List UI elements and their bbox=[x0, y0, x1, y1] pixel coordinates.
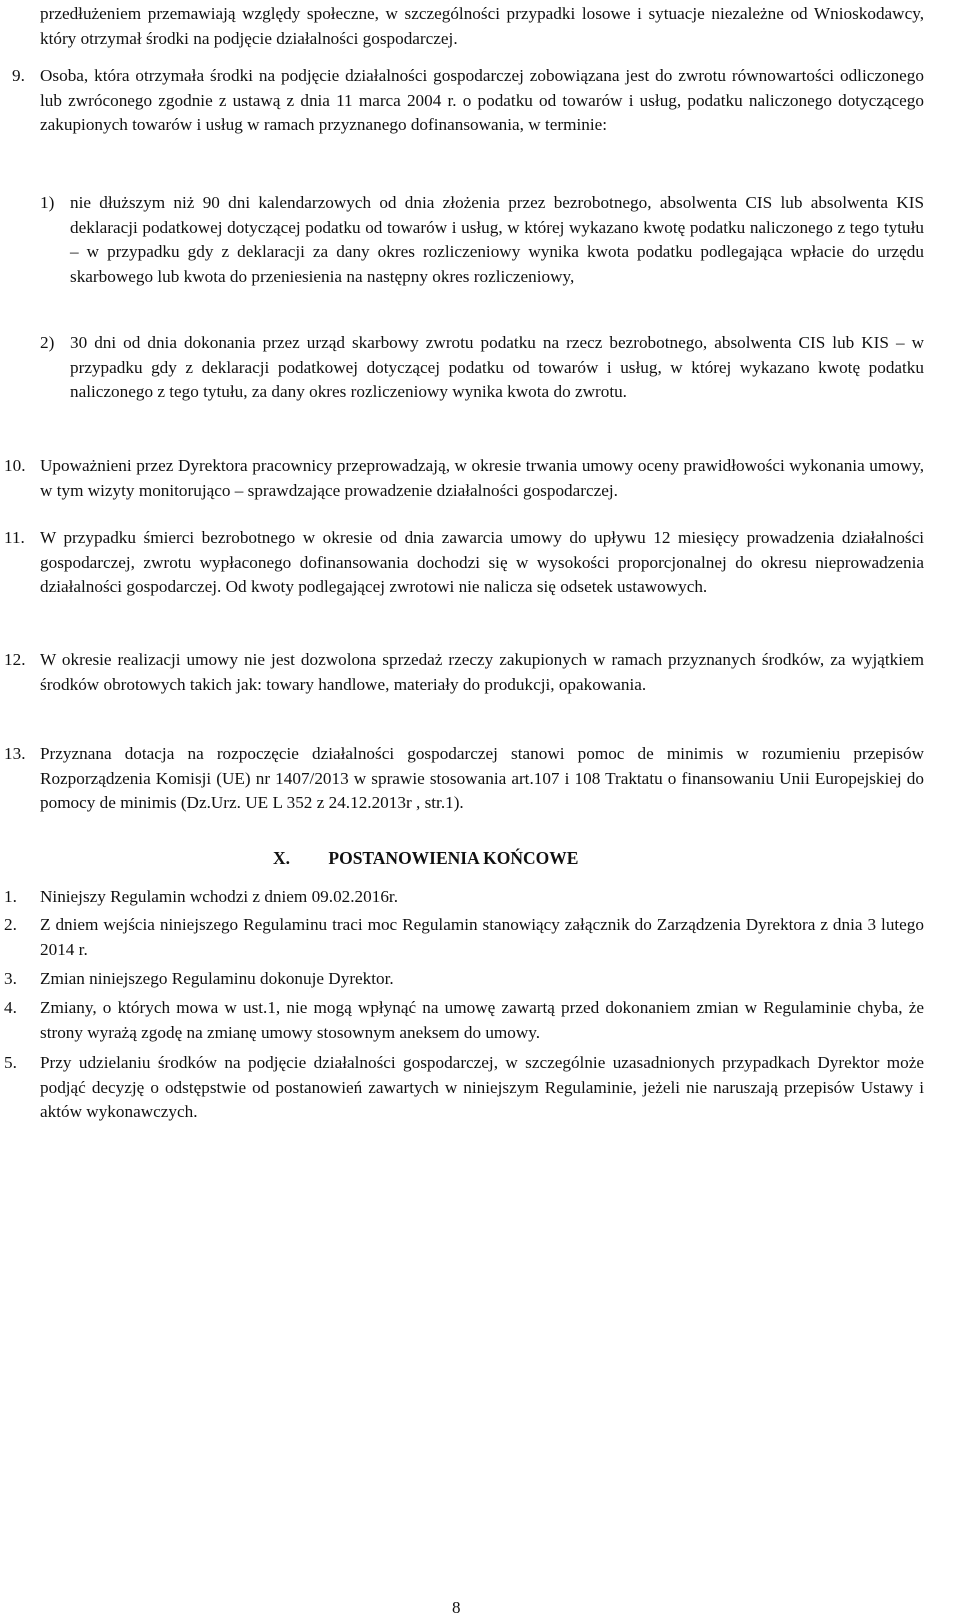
item-number: 5. bbox=[4, 1053, 17, 1072]
section-number: X. bbox=[273, 848, 291, 868]
final-list-item bbox=[4, 996, 924, 1045]
subitem-number: 1) bbox=[40, 193, 55, 212]
item-number: 2. bbox=[4, 915, 17, 934]
item-text: Przyznana dotacja na rozpoczęcie działalności gospodarczej stanowi pomoc de minimis w rozumieniu przepisów Rozporządzenia Komisji (UE) nr 1407/2013 w sprawie stosowania art.107 i 108 Traktatu o finansowaniu Unii Europejskiej do pomocy de minimis (Dz.Urz. UE L 352 z 24.12.2013r , str.1). bbox=[40, 744, 924, 812]
item-number: 11. bbox=[4, 528, 25, 547]
item-text: Z dniem wejścia niniejszego Regulaminu traci moc Regulamin stanowiący załącznik do Zarządzenia Dyrektora z dnia 3 lutego 2014 r. bbox=[40, 915, 924, 959]
sub-list-item bbox=[40, 331, 924, 405]
intro-paragraph bbox=[40, 2, 924, 51]
final-list-item bbox=[4, 1051, 924, 1125]
subitem-text: 30 dni od dnia dokonania przez urząd skarbowy zwrotu podatku na rzecz bezrobotnego, absolwenta CIS lub KIS – w przypadku gdy z deklaracji podatkowej dotyczącej podatku od towarów i usług, w której wykazano kwotę podatku naliczonego z tego tytułu, za dany okres rozliczeniowy wynika kwota do zwrotu. bbox=[70, 333, 924, 401]
list-item bbox=[4, 742, 924, 816]
final-list-item bbox=[4, 967, 924, 992]
list-item bbox=[4, 648, 924, 697]
page-number: 8 bbox=[452, 1598, 461, 1617]
subitem-number: 2) bbox=[40, 333, 55, 352]
section-heading bbox=[273, 846, 578, 871]
item-text: Niniejszy Regulamin wchodzi z dniem 09.02.2016r. bbox=[40, 887, 399, 906]
item-number: 1. bbox=[4, 887, 17, 906]
item-number: 4. bbox=[4, 998, 17, 1017]
section-title: POSTANOWIENIA KOŃCOWE bbox=[328, 848, 579, 868]
item-text: W przypadku śmierci bezrobotnego w okresie od dnia zawarcia umowy do upływu 12 miesięcy prowadzenia działalności gospodarczej, zwrotu wypłaconego dofinansowania dochodzi się w wysokości proporcjonalnej do okresu nieprowadzenia działalności gospodarczej. Od kwoty podlegającej zwrotowi nie nalicza się odsetek ustawowych. bbox=[40, 528, 924, 596]
list-item bbox=[4, 454, 924, 503]
item-text: W okresie realizacji umowy nie jest dozwolona sprzedaż rzeczy zakupionych w ramach przyznanych środków, za wyjątkiem środków obrotowych takich jak: towary handlowe, materiały do produkcji, opakowania. bbox=[40, 650, 924, 694]
item-text: Upoważnieni przez Dyrektora pracownicy przeprowadzają, w okresie trwania umowy oceny prawidłowości wykonania umowy, w tym wizyty monitorująco – sprawdzające prowadzenie działalności gospodarczej. bbox=[40, 456, 924, 500]
item-number: 10. bbox=[4, 456, 26, 475]
item-text: Zmiany, o których mowa w ust.1, nie mogą wpłynąć na umowę zawartą przed dokonaniem zmian w Regulaminie chyba, że strony wyrażą zgodę na zmianę umowy stosownym aneksem do umowy. bbox=[40, 998, 924, 1042]
item-number: 13. bbox=[4, 744, 26, 763]
item-text: Przy udzielaniu środków na podjęcie działalności gospodarczej, w szczególnie uzasadnionych przypadkach Dyrektor może podjąć decyzję o odstępstwie od postanowień zawartych w niniejszym Regulaminie, jeżeli nie naruszają przepisów Ustawy i aktów wykonawczych. bbox=[40, 1053, 924, 1121]
item-number: 12. bbox=[4, 650, 26, 669]
final-list-item bbox=[4, 913, 924, 962]
item-number: 9. bbox=[12, 66, 25, 85]
item-text: Zmian niniejszego Regulaminu dokonuje Dyrektor. bbox=[40, 969, 394, 988]
final-list-item bbox=[4, 885, 924, 910]
item-number: 3. bbox=[4, 969, 17, 988]
subitem-text: nie dłuższym niż 90 dni kalendarzowych od dnia złożenia przez bezrobotnego, absolwenta CIS lub absolwenta KIS deklaracji podatkowej dotyczącej podatku od towarów i usług, w której wykazano kwotę podatku naliczonego z tego tytułu – w przypadku gdy z deklaracji za dany okres rozliczeniowy wynika kwota podatku podlegająca wpłacie do urzędu skarbowego lub kwota do przeniesienia na następny okres rozliczeniowy, bbox=[70, 193, 924, 286]
intro-text: przedłużeniem przemawiają względy społeczne, w szczególności przypadki losowe i sytuacje niezależne od Wnioskodawcy, który otrzymał środki na podjęcie działalności gospodarczej. bbox=[40, 4, 924, 48]
list-item bbox=[4, 526, 924, 600]
item-text: Osoba, która otrzymała środki na podjęcie działalności gospodarczej zobowiązana jest do zwrotu równowartości odliczonego lub zwróconego zgodnie z ustawą z dnia 11 marca 2004 r. o podatku od towarów i usług, podatku naliczonego dotyczącego zakupionych towarów i usług w ramach przyznanego dofinansowania, w terminie: bbox=[40, 66, 924, 134]
sub-list-item bbox=[40, 191, 924, 289]
list-item bbox=[12, 64, 924, 138]
